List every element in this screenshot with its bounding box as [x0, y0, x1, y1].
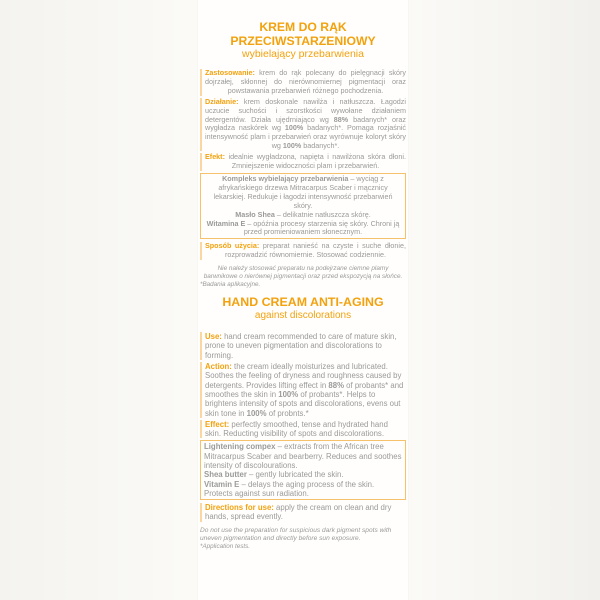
pl-vitamin-ingredient — [204, 220, 402, 238]
en-subtitle: against discolorations — [254, 310, 352, 322]
en-title: HAND CREAM ANTI-AGING — [222, 295, 384, 310]
en-ingredients-box — [200, 440, 406, 500]
en-vitamin-text: – delays the aging process of the skin. Protects against sun radiation. — [204, 479, 375, 498]
en-vitamin-label: Vitamin E — [204, 479, 240, 489]
pl-subtitle: wybielający przebarwienia — [242, 48, 364, 60]
en-directions-label: Directions for use: — [205, 503, 274, 513]
en-effect-label: Effect: — [205, 419, 230, 429]
en-action-percent: 100% — [278, 389, 299, 399]
en-action-text: of probants*. Helps to brightens intensity of spots and discolorations, evens out skin tone in — [205, 389, 401, 418]
en-vitamin-ingredient — [204, 480, 402, 499]
package-right-side — [410, 0, 600, 600]
en-action-text: of probants* and smoothes the skin in — [205, 380, 404, 399]
pl-vitamin-text: – opóźnia procesy starzenia się skóry. Chroni ją przed promieniowaniem słonecznym. — [243, 218, 400, 237]
en-shea-label: Shea butter — [204, 470, 247, 480]
en-action-text: of probnts.* — [266, 408, 309, 418]
pl-complex-ingredient — [204, 175, 402, 211]
pl-shea-text: – delikatnie natłuszcza skórę. — [274, 209, 371, 219]
pl-action-percent: 100% — [284, 123, 304, 133]
pl-use-text: krem do rąk polecany do pielęgnacji skóry dojrzałej, skłonnej do nierównomiernej pigmentacji oraz powstawania przebarwień różnego pochodzenia. — [205, 68, 406, 95]
pl-effect-label: Efekt: — [205, 152, 225, 162]
pl-effect-text: idealnie wygładzona, napięta i nawilżona skóra dłoni. Zmniejszenie widoczności plam i przebarwień. — [224, 152, 406, 171]
en-complex-ingredient — [204, 442, 402, 470]
pl-action-text: badanych*. Pomaga rozjaśnić intensywność plam i przebarwień oraz wyrównuje koloryt skóry wg — [205, 123, 407, 151]
pl-action-text: badanych* oraz wygładza naskórek wg — [205, 114, 406, 133]
pl-use-paragraph — [200, 69, 406, 96]
english-section — [200, 295, 406, 551]
en-shea-ingredient — [204, 470, 402, 479]
pl-action-percent: 88% — [333, 114, 349, 124]
pl-title-line1: KREM DO RĄK — [259, 20, 347, 34]
pl-action-label: Działanie: — [205, 96, 239, 106]
pl-effect-paragraph — [200, 153, 406, 171]
pl-action-paragraph — [200, 98, 406, 151]
label-text-area — [200, 20, 406, 551]
en-use-text: hand cream recommended to care of mature skin, prone to uneven pigmentation and discolorations to forming. — [205, 332, 397, 360]
en-footnote: *Application tests. — [200, 542, 251, 550]
pl-vitamin-label: Witamina E — [206, 218, 246, 228]
en-action-label: Action: — [205, 362, 232, 372]
pl-warning: Nie należy stosować preparatu na podejrzane ciemne plamy barwnikowe o nierównej pigmentacji oraz przed ekspozycją na słońce. — [203, 265, 403, 281]
pl-complex-text: – wyciąg z afrykańskiego drzewa Mitracarpus Scaber i mącznicy lekarskiej. Redukuje i łagodzi intensywność przebarwień skóry. — [213, 173, 393, 210]
polish-section — [200, 20, 406, 289]
package-left-side — [0, 0, 190, 600]
en-action-percent: 88% — [328, 380, 344, 390]
en-effect-text: perfectly smoothed, tense and hydrated hand skin. Reducting visibility of spots and discolorations. — [205, 419, 388, 439]
en-action-text: the cream ideally moisturizes and lubricated. Soothes the feeling of dryness and roughness caused by detergents. Provides lifting effect in — [205, 362, 402, 390]
pl-directions-paragraph — [200, 242, 406, 260]
pl-directions-text: preparat nanieść na czyste i suche dłonie, rozprowadzić równomiernie. Stosować codziennie. — [225, 241, 407, 260]
pl-action-text: krem doskonale nawilża i natłuszcza. Łagodzi uczucie suchości i szorstkości wywołane działaniem detergentów. Działa ujędrniająco wg — [205, 96, 406, 124]
pl-directions-label: Sposób użycia: — [205, 241, 260, 251]
en-complex-label: Lightening compex — [204, 442, 276, 452]
en-directions-paragraph — [200, 503, 406, 522]
en-directions-text: apply the cream on clean and dry hands, spread evently. — [205, 503, 392, 522]
pl-action-text: badanych*. — [301, 141, 340, 151]
en-action-paragraph — [200, 362, 406, 418]
en-use-label: Use: — [205, 332, 222, 342]
en-complex-text: – extracts from the African tree Mitracarpus Scaber and bearberry. Reduces and soothes intensity of discolourations. — [204, 442, 402, 470]
pl-use-label: Zastosowanie: — [205, 68, 255, 77]
pl-ingredients-box — [200, 173, 406, 239]
pl-footnote: *Badania aplikacyjne. — [200, 281, 261, 289]
en-warning: Do not use the preparation for suspicious dark pigment spots with uneven pigmentation and directly before sun exposure. — [200, 526, 392, 542]
pl-complex-label: Kompleks wybielający przebarwienia — [222, 173, 349, 183]
en-effect-paragraph — [200, 420, 406, 439]
en-use-paragraph — [200, 332, 406, 360]
pl-action-percent: 100% — [282, 141, 302, 151]
pl-shea-label: Masło Shea — [235, 209, 275, 219]
en-action-percent: 100% — [246, 408, 267, 418]
en-shea-text: – gently lubricated the skin. — [246, 470, 344, 480]
pl-title-line2: PRZECIWSTARZENIOWY — [230, 34, 376, 48]
